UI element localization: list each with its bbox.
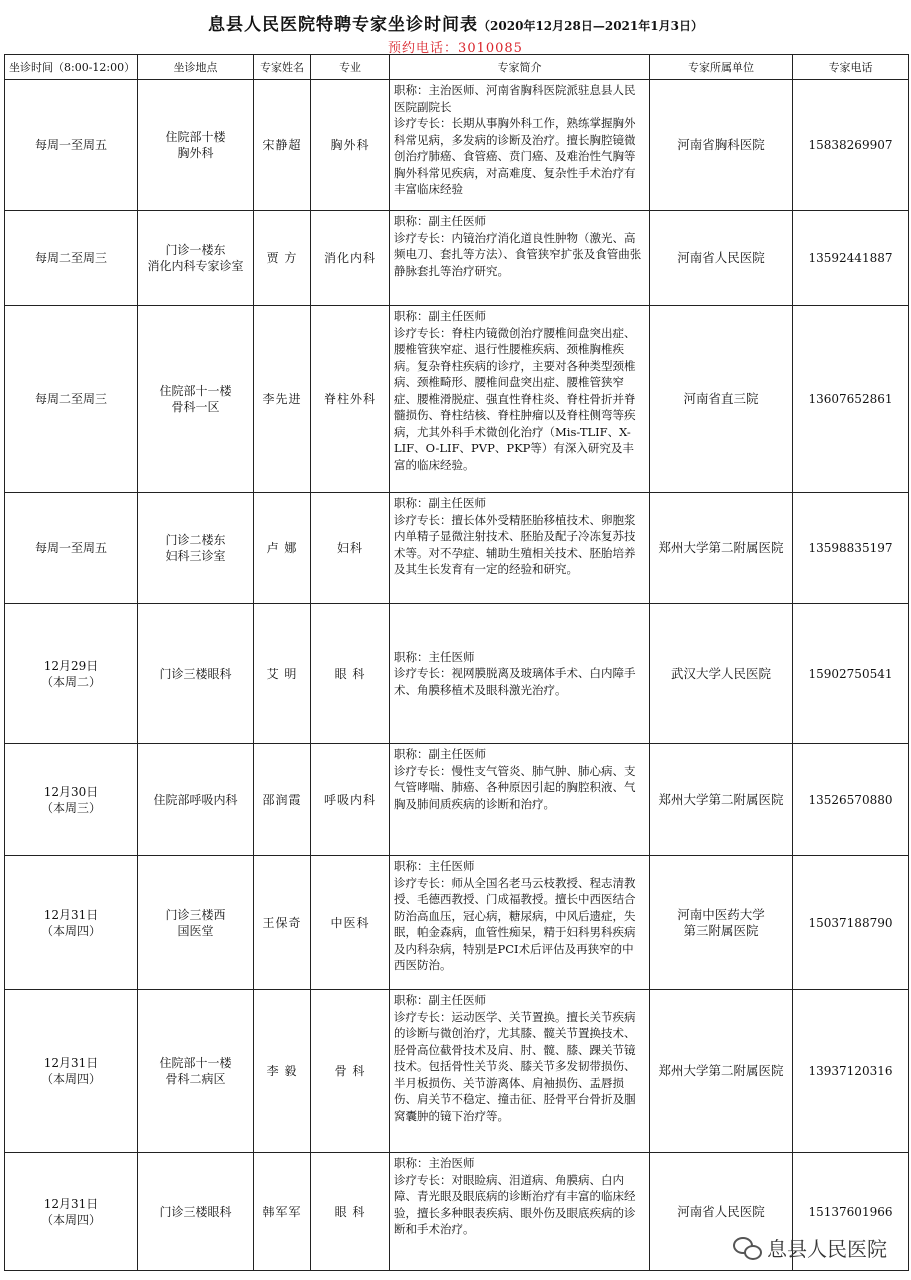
cell-name: 卢 娜 [254,493,311,604]
cell-intro: 职称：副主任医师 诊疗专长：脊柱内镜微创治疗腰椎间盘突出症、腰椎管狭窄症、退行性腰椎疾病、颈椎胸椎疾病。复杂脊柱疾病的诊疗，主要对各种类型颈椎病、颈椎畸形、腰椎间盘突出症、腰椎管狭窄症、腰椎滑脱症、强直性脊柱炎、脊柱骨折并脊髓损伤、脊柱结核、脊柱肿瘤以及脊柱侧弯等疾病，尤其外科手术微创化治疗（Mis-TLIF、X-LIF、O-LIF、PVP、PKP等）有深入研究及丰富的临床经验。 [390,306,650,493]
table-header-row [5,55,909,80]
cell-intro: 职称：主治医师 诊疗专长：对眼睑病、泪道病、角膜病、白内障、青光眼及眼底病的诊断治疗有丰富的临床经验，擅长多种眼表疾病、眼外伤及眼底疾病的诊断和手术治疗。 [390,1153,650,1271]
cell-place: 门诊三楼眼科 [138,1153,254,1271]
col-header-unit: 专家所属单位 [650,55,793,80]
cell-phone: 15137601966 [793,1153,909,1271]
cell-time: 12月31日 （本周四） [5,856,138,990]
cell-phone: 13592441887 [793,211,909,306]
cell-time: 每周一至周五 [5,493,138,604]
cell-name: 李 毅 [254,990,311,1153]
col-header-name: 专家姓名 [254,55,311,80]
cell-name: 邵润霞 [254,744,311,856]
cell-name: 宋静超 [254,80,311,211]
table-row [5,856,909,990]
cell-unit: 郑州大学第二附属医院 [650,990,793,1153]
cell-phone: 15902750541 [793,604,909,744]
cell-phone: 13607652861 [793,306,909,493]
cell-dept: 中医科 [311,856,390,990]
title-text: 息县人民医院特聘专家坐诊时间表 [208,15,479,35]
col-header-intro: 专家简介 [390,55,650,80]
cell-name: 艾 明 [254,604,311,744]
col-header-time: 坐诊时间（8:00-12:00） [5,55,138,80]
cell-place: 住院部十一楼 骨科二病区 [138,990,254,1153]
cell-intro: 职称：副主任医师 诊疗专长：慢性支气管炎、肺气肿、肺心病、支气管哮喘、肺癌、各种原因引起的胸腔积液、气胸及肺间质疾病的诊断和治疗。 [390,744,650,856]
cell-time: 12月31日 （本周四） [5,1153,138,1271]
cell-time: 12月30日 （本周三） [5,744,138,856]
cell-place: 门诊三楼眼科 [138,604,254,744]
cell-unit: 武汉大学人民医院 [650,604,793,744]
cell-intro: 职称：主任医师 诊疗专长：师从全国名老马云枝教授、程志清教授、毛德西教授、门成福教授。擅长中西医结合防治高血压，冠心病，糖尿病，中风后遗症，失眠，帕金森病，血管性痴呆，精于妇科男科疾病及内科杂病，特别是PCI术后评估及再狭窄的中西医防治。 [390,856,650,990]
cell-unit: 河南省人民医院 [650,211,793,306]
cell-phone: 15838269907 [793,80,909,211]
cell-unit: 河南中医药大学 第三附属医院 [650,856,793,990]
cell-time: 12月31日 （本周四） [5,990,138,1153]
cell-phone: 13937120316 [793,990,909,1153]
cell-dept: 妇科 [311,493,390,604]
cell-unit: 河南省人民医院 [650,1153,793,1271]
cell-place: 住院部十一楼 骨科一区 [138,306,254,493]
cell-dept: 脊柱外科 [311,306,390,493]
cell-name: 李先进 [254,306,311,493]
table-row [5,493,909,604]
cell-phone: 13526570880 [793,744,909,856]
cell-intro: 职称：副主任医师 诊疗专长：擅长体外受精胚胎移植技术、卵胞浆内单精子显微注射技术、胚胎及配子冷冻复苏技术等。对不孕症、辅助生殖相关技术、胚胎培养及其生长发育有一定的经验和研究。 [390,493,650,604]
cell-name: 韩军军 [254,1153,311,1271]
table-row [5,604,909,744]
table-row [5,990,909,1153]
cell-place: 门诊三楼西 国医堂 [138,856,254,990]
table-row [5,306,909,493]
cell-name: 王保奇 [254,856,311,990]
cell-place: 门诊一楼东 消化内科专家诊室 [138,211,254,306]
table-row [5,80,909,211]
cell-unit: 郑州大学第二附属医院 [650,744,793,856]
cell-phone: 15037188790 [793,856,909,990]
table-row [5,744,909,856]
cell-place: 门诊二楼东 妇科三诊室 [138,493,254,604]
date-range: （2020年12月28日—2021年1月3日） [478,19,703,33]
cell-place: 住院部十楼 胸外科 [138,80,254,211]
watermark-text: 息县人民医院 [767,1237,887,1261]
col-header-dept: 专业 [311,55,390,80]
cell-time: 12月29日 （本周二） [5,604,138,744]
cell-dept: 呼吸内科 [311,744,390,856]
cell-place: 住院部呼吸内科 [138,744,254,856]
cell-dept: 消化内科 [311,211,390,306]
booking-phone: 预约电话：3010085 [388,41,523,56]
cell-dept: 眼 科 [311,1153,390,1271]
cell-name: 贾 方 [254,211,311,306]
cell-time: 每周一至周五 [5,80,138,211]
cell-dept: 眼 科 [311,604,390,744]
col-header-place: 坐诊地点 [138,55,254,80]
cell-unit: 郑州大学第二附属医院 [650,493,793,604]
page-title [0,10,911,35]
cell-intro: 职称：副主任医师 诊疗专长：内镜治疗消化道良性肿物（激光、高频电刀、套扎等方法）、食管狭窄扩张及食管曲张静脉套扎等治疗研究。 [390,211,650,306]
wechat-icon [733,1237,761,1259]
schedule-table [4,54,909,1271]
cell-dept: 骨 科 [311,990,390,1153]
cell-dept: 胸外科 [311,80,390,211]
cell-time: 每周二至周三 [5,306,138,493]
cell-phone: 13598835197 [793,493,909,604]
cell-intro: 职称：主治医师、河南省胸科医院派驻息县人民医院副院长 诊疗专长：长期从事胸外科工作，熟练掌握胸外科常见病，多发病的诊断及治疗。擅长胸腔镜微创治疗肺癌、食管癌、贲门癌、及难治性气胸等胸外科常见疾病，对高难度、复杂性手术治疗有丰富临床经验 [390,80,650,211]
cell-intro: 职称：主任医师 诊疗专长：视网膜脱离及玻璃体手术、白内障手术、角膜移植术及眼科激光治疗。 [390,604,650,744]
table-row [5,211,909,306]
account-watermark [733,1233,887,1262]
cell-unit: 河南省直三院 [650,306,793,493]
cell-intro: 职称：副主任医师 诊疗专长：运动医学、关节置换。擅长关节疾病的诊断与微创治疗，尤其膝、髋关节置换技术、胫骨高位截骨技术及肩、肘、髋、膝、踝关节镜技术。包括骨性关节炎、膝关节多发韧带损伤、半月板损伤、关节游离体、肩袖损伤、盂唇损伤、肩关节不稳定、撞击征、胫骨平台骨折及腘窝囊肿的镜下治疗等。 [390,990,650,1153]
cell-time: 每周二至周三 [5,211,138,306]
col-header-phone: 专家电话 [793,55,909,80]
cell-unit: 河南省胸科医院 [650,80,793,211]
